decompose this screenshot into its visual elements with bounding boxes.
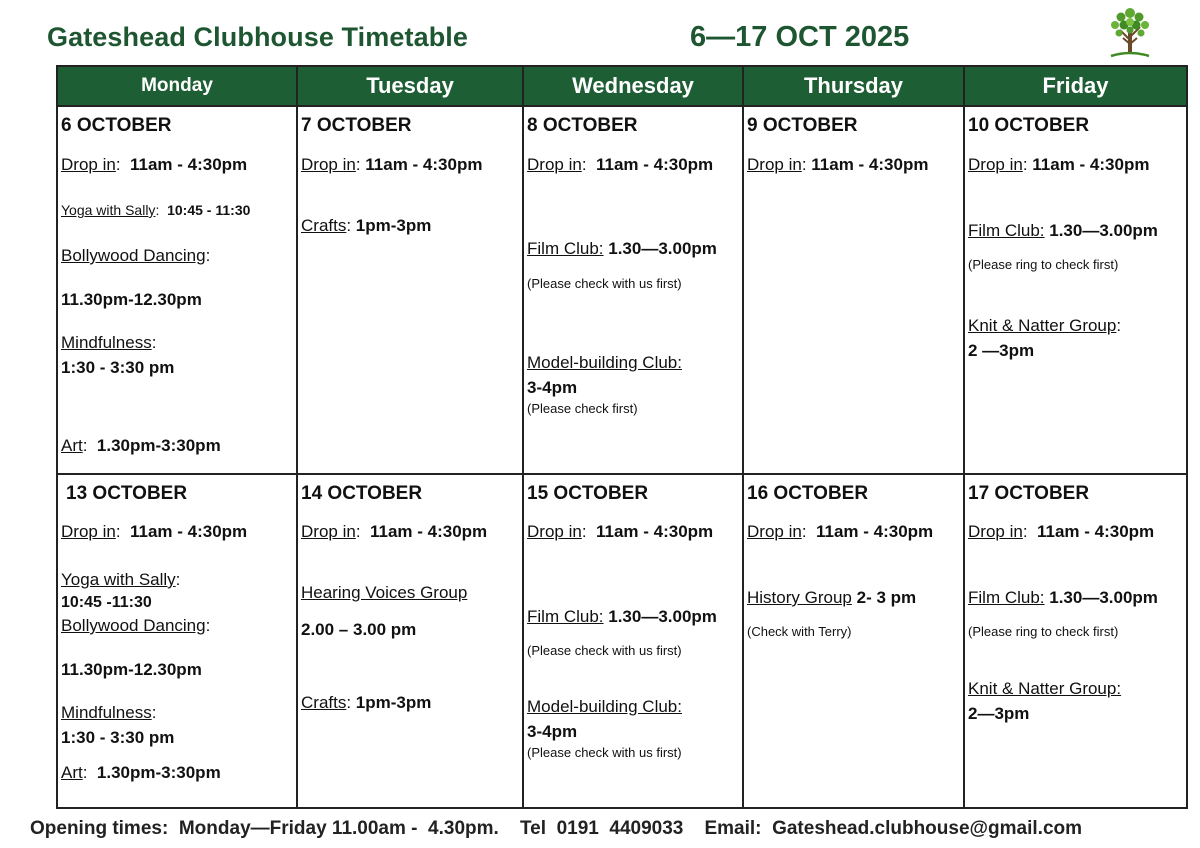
art-entry: Art: 1.30pm-3:30pm	[61, 436, 221, 455]
film-club-entry: Film Club: 1.30—3.00pm	[527, 607, 717, 626]
history-group-note: (Check with Terry)	[747, 624, 852, 639]
day-date: 7 OCTOBER	[301, 115, 412, 136]
crafts-entry: Crafts: 1pm-3pm	[301, 216, 432, 235]
model-club-time: 3-4pm	[527, 722, 578, 741]
header-friday: Friday	[964, 66, 1187, 106]
header-tuesday: Tuesday	[297, 66, 523, 106]
week-1-row	[57, 106, 1187, 474]
cell-mon-13	[57, 474, 297, 808]
film-club-entry: Film Club: 1.30—3.00pm	[968, 221, 1158, 240]
tel-label: Tel	[519, 818, 546, 839]
dropin-entry: Drop in: 11am - 4:30pm	[301, 155, 483, 174]
opening-times-value: Monday—Friday 11.00am - 4.30pm.	[178, 818, 499, 839]
day-date: 9 OCTOBER	[747, 115, 858, 136]
dropin-entry: Drop in: 11am - 4:30pm	[747, 522, 934, 541]
email-address: Gateshead.clubhouse@gmail.com	[772, 818, 1083, 839]
dropin-entry: Drop in: 11am - 4:30pm	[61, 155, 248, 174]
yoga-label: Yoga with Sally:	[61, 570, 181, 589]
week-2-row	[57, 474, 1187, 808]
page-title: Gateshead Clubhouse Timetable	[47, 22, 469, 52]
knit-natter-label: Knit & Natter Group:	[968, 316, 1122, 335]
dropin-entry: Drop in: 11am - 4:30pm	[968, 155, 1150, 174]
cell-wed-8	[523, 106, 743, 474]
day-date: 17 OCTOBER	[968, 483, 1090, 504]
date-range: 6—17 OCT 2025	[690, 21, 910, 53]
mindfulness-time: 1:30 - 3:30 pm	[61, 358, 175, 377]
cell-tue-14	[297, 474, 523, 808]
knit-natter-time: 2 —3pm	[968, 341, 1035, 360]
day-date: 16 OCTOBER	[747, 483, 869, 504]
tree-logo-icon	[1103, 4, 1157, 60]
model-club-label: Model-building Club:	[527, 697, 682, 716]
header-thursday: Thursday	[743, 66, 964, 106]
day-date: 15 OCTOBER	[527, 483, 649, 504]
film-club-note: (Please check with us first)	[527, 643, 682, 658]
tel-number: 0191 4409033	[556, 818, 684, 839]
cell-tue-7	[297, 106, 523, 474]
cell-thu-9	[743, 106, 964, 474]
crafts-entry: Crafts: 1pm-3pm	[301, 693, 432, 712]
cell-thu-16	[743, 474, 964, 808]
day-date: 13 OCTOBER	[66, 483, 188, 504]
dropin-entry: Drop in: 11am - 4:30pm	[527, 522, 714, 541]
hearing-voices-label: Hearing Voices Group	[301, 583, 468, 602]
cell-mon-6	[57, 106, 297, 474]
cell-fri-10	[964, 106, 1187, 474]
model-club-label: Model-building Club:	[527, 353, 682, 372]
email-label: Email:	[704, 818, 762, 839]
knit-natter-label: Knit & Natter Group:	[968, 679, 1122, 698]
film-club-note: (Please check with us first)	[527, 276, 682, 291]
history-group-entry: History Group 2- 3 pm	[747, 588, 917, 607]
model-club-note: (Please check first)	[527, 401, 638, 416]
yoga-entry: Yoga with Sally: 10:45 - 11:30	[61, 202, 251, 218]
timetable	[56, 65, 1188, 809]
dropin-entry: Drop in: 11am - 4:30pm	[968, 522, 1155, 541]
film-club-note: (Please ring to check first)	[968, 624, 1119, 639]
dropin-entry: Drop in: 11am - 4:30pm	[527, 155, 714, 174]
model-club-note: (Please check with us first)	[527, 745, 682, 760]
mindfulness-time: 1:30 - 3:30 pm	[61, 728, 175, 747]
day-date: 10 OCTOBER	[968, 115, 1090, 136]
header-wednesday: Wednesday	[523, 66, 743, 106]
film-club-entry: Film Club: 1.30—3.00pm	[968, 588, 1158, 607]
mindfulness-label: Mindfulness:	[61, 703, 157, 722]
opening-times-label: Opening times:	[30, 818, 169, 839]
day-date: 8 OCTOBER	[527, 115, 638, 136]
day-header-row	[57, 66, 1187, 106]
bollywood-time: 11.30pm-12.30pm	[61, 660, 202, 679]
dropin-entry: Drop in: 11am - 4:30pm	[747, 155, 929, 174]
day-date: 6 OCTOBER	[61, 115, 172, 136]
bollywood-label: Bollywood Dancing:	[61, 616, 211, 635]
cell-wed-15	[523, 474, 743, 808]
model-club-time: 3-4pm	[527, 378, 578, 397]
day-date: 14 OCTOBER	[301, 483, 423, 504]
mindfulness-label: Mindfulness:	[61, 333, 157, 352]
bollywood-time: 11.30pm-12.30pm	[61, 290, 202, 309]
footer-contact	[30, 818, 1082, 840]
film-club-note: (Please ring to check first)	[968, 257, 1119, 272]
film-club-entry: Film Club: 1.30—3.00pm	[527, 239, 717, 258]
hearing-voices-time: 2.00 – 3.00 pm	[301, 620, 417, 639]
dropin-entry: Drop in: 11am - 4:30pm	[61, 522, 248, 541]
yoga-time: 10:45 -11:30	[61, 594, 152, 611]
dropin-entry: Drop in: 11am - 4:30pm	[301, 522, 488, 541]
art-entry: Art: 1.30pm-3:30pm	[61, 763, 221, 782]
knit-natter-time: 2—3pm	[968, 704, 1030, 723]
bollywood-label: Bollywood Dancing:	[61, 246, 211, 265]
cell-fri-17	[964, 474, 1187, 808]
header-monday: Monday	[57, 66, 297, 106]
